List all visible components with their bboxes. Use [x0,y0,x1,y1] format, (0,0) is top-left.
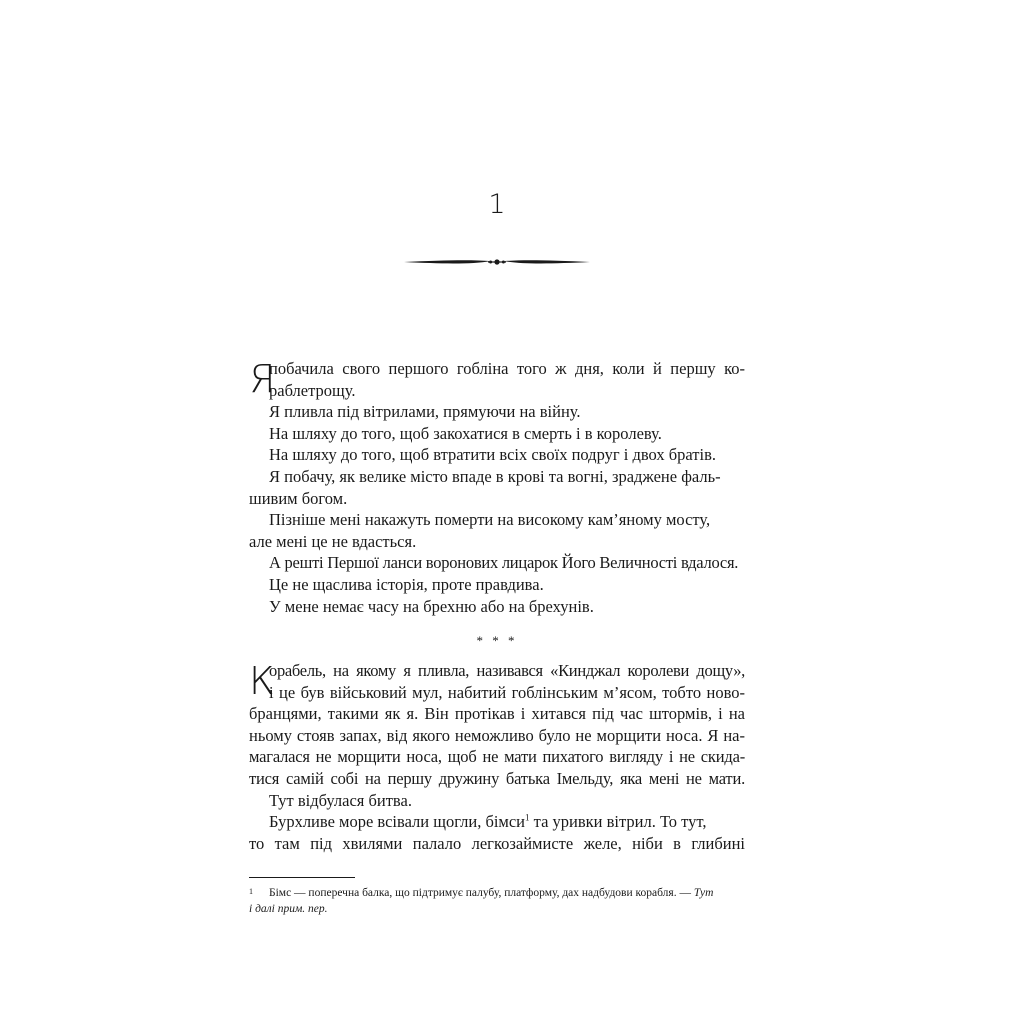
text-line: Пізніше мені накажуть померти на високому кам’яному мосту, [269,510,711,530]
chapter-number: 1 [488,189,506,220]
paragraph [249,466,745,488]
footnote-text: Бімс — поперечна балка, що підтримує палубу, платформу, дах надбудови корабля. — [269,887,694,899]
text-line: Я побачу, як велике місто впаде в крові та вогні, зраджене фаль- [269,466,721,486]
chapter-ornament [402,253,592,271]
footnote-mark: 1 [249,887,253,896]
text-line: і це був військовий мул, набитий гоблінським м’ясом, тобто ново- [269,682,745,702]
paragraph: Я пливла під вітрилами, прямуючи на війну. [269,402,581,422]
text-line: тися самій собі на першу дружину батька Імельду, яка мені не мати. [249,768,745,788]
section-1-text [249,358,745,617]
footnote-divider [249,877,355,878]
text-line: раблетрощу. [269,380,356,400]
text-segment: Бурхливе море всівали щогли, бімси [269,812,526,832]
text-segment: та уривки вітрил. То тут, [529,812,707,832]
footnote [249,885,745,917]
paragraph [249,509,745,531]
text-line: ньому стояв запах, від якого неможливо було не морщити носа. Я на- [249,725,745,745]
text-line: бранцями, такими як я. Він протікав і хитався під час штормів, і на [249,704,745,724]
footnote-italic: Тут [693,887,714,899]
paragraph [249,811,745,833]
text-line: магалася не морщити носа, щоб не мати пихатого вигляду і не скида- [249,747,745,767]
section-separator: * * * [476,633,518,648]
text-line: орабель, на якому я пливла, називався «Кинджал королеви дощу», [269,661,745,680]
text-line: але мені це не вдасться. [249,531,417,551]
paragraph: А решті Першої ланси воронових лицарок Його Величності вдалося. [269,553,739,573]
text-line: шивим богом. [249,488,348,508]
paragraph: Це не щаслива історія, проте правдива. [269,574,544,594]
section-2-text [249,660,745,854]
text-line [269,811,707,833]
footnote-reference[interactable]: 1 [525,812,530,823]
paragraph: Тут відбулася битва. [269,790,412,810]
opening-paragraph [249,660,745,703]
text-line: то там під хвилями палало легкозаймисте желе, ніби в глибині [249,833,745,853]
paragraph: На шляху до того, щоб втратити всіх своїх подруг і двох братів. [269,445,716,465]
paragraph: У мене немає часу на брехню або на брехунів. [269,596,594,616]
drop-cap: К [249,659,275,703]
paragraph: На шляху до того, щоб закохатися в смерть і в королеву. [269,423,662,443]
text-line: побачила свого першого гобліна того ж дня, коли й першу ко- [269,359,745,378]
drop-cap: Я [249,357,276,401]
footnote-italic: і далі прим. пер. [249,903,328,915]
opening-paragraph [249,358,745,401]
